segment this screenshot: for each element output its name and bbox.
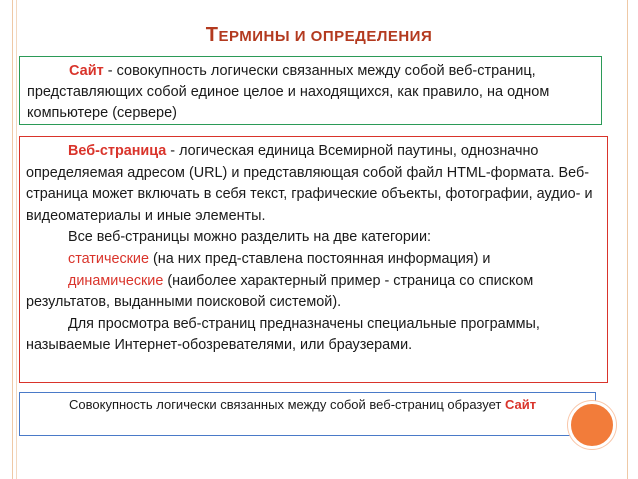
slide-title-rest: ЕРМИНЫ И ОПРЕДЕЛЕНИЯ xyxy=(218,28,433,45)
webpage-term: Веб-страница xyxy=(68,143,167,159)
summary-text: Совокупность логически связанных между собой веб-страниц образует xyxy=(69,397,505,412)
slide-title xyxy=(0,24,638,47)
dynamic-pages-paragraph xyxy=(26,271,601,314)
browsers-paragraph: Для просмотра веб-страниц предназначены специальные программы, называемые Интернет-обозревателями, или браузерами. xyxy=(26,315,540,354)
slide-title-first-letter: Т xyxy=(205,24,219,46)
webpage-definition-text: - логическая единица Всемирной паутины, однозначно определяемая адресом (URL) и представляющая собой файл HTML-формата. Веб-страница может включать в себя текст, графические объекты, фотографии, аудио- и видеоматериалы и иные элементы. xyxy=(26,143,593,224)
left-frame-line-inner xyxy=(16,0,17,479)
summary-site-term: Сайт xyxy=(504,397,537,412)
right-frame-line xyxy=(627,0,628,479)
categories-intro-paragraph: Все веб-страницы можно разделить на две категории: xyxy=(68,229,431,246)
site-definition-paragraph xyxy=(27,61,593,124)
site-definition-text: - совокупность логически связанных между собой веб-страниц, представляющих собой единое целое и находящихся, как правило, на одном компьютере (сервере) xyxy=(27,63,550,121)
summary-box xyxy=(19,392,596,436)
site-definition-box xyxy=(19,56,602,125)
static-pages-paragraph xyxy=(26,249,601,271)
webpage-definition-paragraph xyxy=(26,141,601,227)
left-frame-line xyxy=(12,0,13,479)
site-term: Сайт xyxy=(69,63,104,79)
dynamic-pages-text: (наиболее характерный пример - страница со списком результатов, выданными поисковой системой). xyxy=(26,272,534,311)
dynamic-term: динамические xyxy=(68,272,164,289)
summary-paragraph xyxy=(27,396,587,415)
static-pages-text: (на них пред-ставлена постоянная информация) и xyxy=(148,250,491,267)
webpage-definition-box xyxy=(19,136,608,383)
static-term: статические xyxy=(68,250,149,267)
orange-circle-decoration xyxy=(568,401,616,449)
